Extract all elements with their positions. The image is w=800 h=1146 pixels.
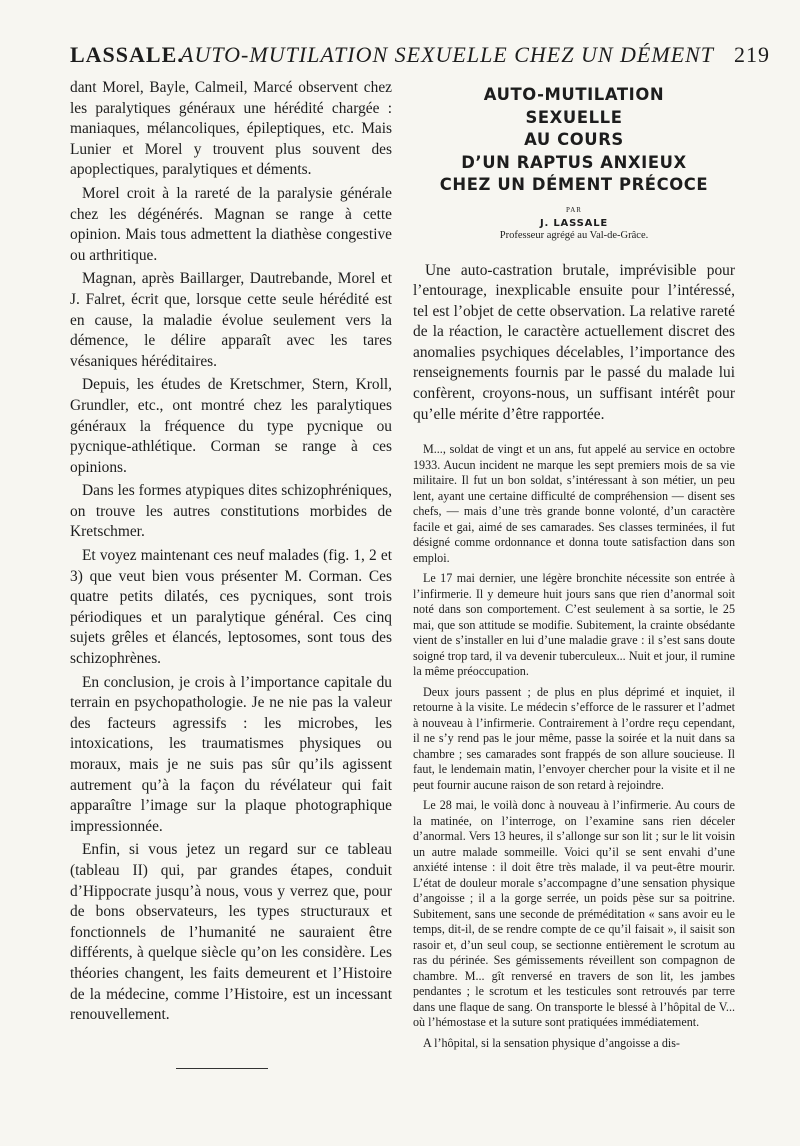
left-paragraph: Morel croit à la rareté de la paralysie générale chez les dégénérés. Magnan se range à cette opinion. Mais tous admettent la diathèse congestive ou arthritique. (70, 184, 392, 264)
article-title (413, 84, 735, 197)
article-title-line: AU COURS (524, 130, 624, 149)
article-title-line: CHEZ UN DÉMENT PRÉCOCE (439, 175, 709, 194)
observation-paragraph: Deux jours passent ; de plus en plus déprimé et inquiet, il retourne à la visite. Le médecin s’efforce de le rassurer et l’admet à nouveau à l’infirmerie. Contrairement à l’ordre reçu cependant, il ne s’y rend pas le jour même, passe la soirée et la nuit dans sa chambre ; ses camarades sont frappés de son allure soucieuse. Il faut, le lendemain matin, l’envoyer chercher pour la visite et il ne peut fournir aucune raison de son retard à rejoindre. (413, 684, 735, 792)
page-number: 219 (734, 42, 770, 67)
left-paragraph: Magnan, après Baillarger, Dautrebande, Morel et J. Falret, écrit que, lorsque cette seule hérédité est en cause, la maladie évolue seulement vers la démence, le délire apparaît avec les tares vésaniques héréditaires. (70, 270, 392, 370)
right-column (413, 78, 735, 1056)
left-paragraph: En conclusion, je crois à l’importance capitale du terrain en psychopathologie. Je ne nie pas la valeur des facteurs agressifs : les microbes, les intoxications, les traumatismes physiques ou moraux, mais je ne suis pas sûr qu’ils agissent autrement qu’à la façon du révélateur qui fait apparaître l’image sur la plaque photographique impressionnée. (70, 673, 392, 835)
article-intro: Une auto-castration brutale, imprévisible pour l’entourage, inexplicable ensuite pour l’intéressé, tel est l’objet de cette observation. La relative rareté de la réaction, le caractère actuellement discret des anomalies psychiques décelables, l’importance des renseignements fournis par le passé du malade lui confèrent, croyons-nous, un suffisant intérêt pour qu’elle mérite d’être rapportée. (413, 261, 735, 423)
left-column (70, 78, 392, 1069)
left-paragraph: Depuis, les études de Kretschmer, Stern, Kroll, Grundler, etc., ont montré chez les paralytiques généraux la fréquence du type pycnique ou pycnique-athlétique. Corman se range à ces opinions. (70, 376, 392, 476)
article-title-line: D’UN RAPTUS ANXIEUX (461, 152, 687, 172)
observation-paragraph: A l’hôpital, si la sensation physique d’angoisse a dis- (423, 1035, 680, 1050)
byline-affiliation: Professeur agrégé au Val-de-Grâce. (499, 229, 649, 241)
observation-paragraph: M..., soldat de vingt et un ans, fut appelé au service en octobre 1933. Aucun incident ne marque les sept premiers mois de sa vie militaire. Il fut un bon soldat, s’intéressant à son métier, un peu lent, ayant une certaine difficulté de compréhension — disent ses chefs, — mais d’une très grande bonne volonté, d’un caractère facile et gai, aimé de ses camarades. Ses classes terminées, il fut désigné comme ordonnance et donna toute satisfaction dans son emploi. (413, 442, 735, 565)
observation-text (413, 442, 735, 1051)
observation-paragraph: Le 17 mai dernier, une légère bronchite nécessite son entrée à l’infirmerie. Il y demeure huit jours sans que rien d’anormal soit noté dans son comportement. C’est seulement à sa sortie, le 25 mai, que son attitude se modifie. Subitement, la crainte obsédante vient de s’installer en lui d’une maladie grave : il s’est sans doute soigné trop tard, il va devenir tuberculeux... Nuit et jour, il rumine la même préoccupation. (413, 571, 735, 679)
running-header (70, 42, 770, 76)
header-author: LASSALE. (70, 42, 184, 67)
left-paragraph: Enfin, si vous jetez un regard sur ce tableau (tableau II) qui, par grandes étapes, conduit d’Hippocrate jusqu’à nous, vous y verrez que, pour de bons observateurs, les types structuraux et fonctionnels de l’humanité ne sauraient être différents, à quelque siècle qu’on les considère. Les théories changent, les faits demeurent et l’Histoire de la médecine, comme l’Histoire, est un incessant renouvellement. (70, 841, 392, 1024)
byline-par: PAR (566, 205, 582, 214)
left-paragraph: Et voyez maintenant ces neuf malades (fig. 1, 2 et 3) que veut bien vous présenter M. Corman. Ces quatre petits dilatés, ces pycniques, sont trois périodiques et un paralytique général. Ces cinq sujets grêles et élancés, leptosomes, sont tous des schizophrènes. (70, 547, 392, 668)
section-divider (176, 1068, 268, 1069)
left-paragraph: dant Morel, Bayle, Calmeil, Marcé observent chez les paralytiques généraux une hérédité chargée : maniaques, mélancoliques, épileptiques, etc. Mais Lunier et Morel y trouvent plus souvent des apoplectiques, paralytiques et déments. (70, 79, 392, 179)
observation-paragraph: Le 28 mai, le voilà donc à nouveau à l’infirmerie. Au cours de la matinée, on l’interroge, on l’examine sans rien déceler d’anormal. Vers 13 heures, il s’allonge sur son lit ; sur le lit voisin un autre malade sommeille. Voici qu’il se sent envahi d’une anxiété intense : il doit être très malade, il va peut-être mourir. L’état de douleur morale s’accompagne d’une sensation physique d’angoisse ; il a la gorge serrée, un poids pèse sur sa poitrine. Subitement, sans une seconde de préméditation « sans avoir eu le temps, dit-il, de se rendre compte de ce qu’il faisait », il saisit son rasoir et, d’un seul coup, se sectionne entièrement le scrotum au ras du périnée. Ses gémissements réveillent son compagnon de chambre. M... gît renversé en travers de son lit, les jambes pendantes ; le scrotum et les testicules sont retrouvés par terre dans une flaque de sang. On transporte le blessé à l’hôpital de V... où l’hémostase et la suture sont pratiquées immédiatement. (413, 798, 735, 1030)
article-title-line: SEXUELLE (525, 107, 623, 127)
article-title-line: AUTO-MUTILATION (483, 85, 665, 104)
header-title: AUTO-MUTILATION SEXUELLE CHEZ UN DÉMENT (180, 42, 715, 67)
byline-author: J. LASSALE (539, 217, 608, 229)
left-paragraph: Dans les formes atypiques dites schizophréniques, on trouve les autres constitutions morbides de Kretschmer. (70, 482, 392, 541)
